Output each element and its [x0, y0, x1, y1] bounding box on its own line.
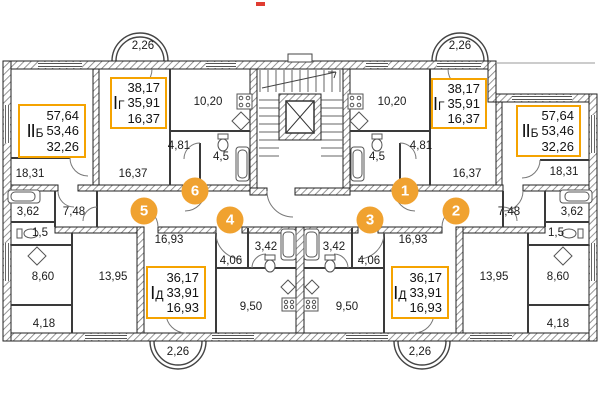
room-area-label: 16,37	[452, 168, 482, 180]
stove-icon	[304, 298, 318, 311]
apartment-type-code: II Б	[26, 121, 44, 141]
room-area-label: 2,26	[448, 40, 472, 52]
room-area-label: 18,31	[15, 168, 45, 180]
bathtub-icon	[281, 229, 296, 260]
apartment-areas	[46, 108, 79, 154]
area-value: 38,17	[127, 80, 160, 96]
area-value: 53,46	[46, 123, 79, 139]
area-value: 33,91	[166, 284, 199, 300]
room-area-label: 4,06	[357, 255, 381, 267]
area-value: 57,64	[46, 108, 79, 124]
room-area-label: 2,26	[131, 40, 155, 52]
apartment-marker-1[interactable]: 1	[392, 178, 419, 205]
room-area-label: 16,37	[118, 168, 148, 180]
apartment-marker-3[interactable]: 3	[357, 207, 384, 234]
apartment-marker-5[interactable]: 5	[131, 198, 158, 225]
sink-icon	[28, 247, 46, 265]
room-area-label: 4,81	[409, 140, 433, 152]
sink-icon	[554, 247, 572, 265]
sink-icon	[281, 280, 295, 294]
bathtub-icon	[560, 190, 592, 203]
room-area-label: 9,50	[335, 301, 359, 313]
area-value: 53,46	[541, 123, 574, 139]
toilet-icon	[372, 134, 382, 151]
toilet-icon	[265, 255, 275, 272]
room-area-label: 8,60	[31, 271, 55, 283]
apartment-area-box	[431, 78, 487, 129]
area-value: 32,26	[541, 138, 574, 154]
area-value: 16,93	[409, 300, 442, 316]
toilet-icon	[325, 255, 335, 272]
apartment-type-code: I Д	[150, 282, 164, 303]
room-area-label: 2,26	[166, 346, 190, 358]
apartment-type-code: II Б	[521, 121, 539, 141]
bathtub-icon	[8, 190, 40, 203]
apartment-marker-4[interactable]: 4	[217, 207, 244, 234]
area-value: 16,93	[166, 300, 199, 316]
toilet-icon	[218, 134, 228, 151]
apartment-area-box	[516, 105, 581, 157]
area-value: 16,37	[447, 111, 480, 127]
apartment-type-code: I Д	[393, 282, 407, 303]
room-area-label: 3,62	[560, 206, 584, 218]
room-area-label: 1,5	[548, 227, 564, 239]
area-value: 35,91	[447, 95, 480, 111]
room-area-label: 4,18	[546, 318, 570, 330]
area-value: 57,64	[541, 108, 574, 124]
bathtub-icon	[304, 229, 319, 260]
bathtub-icon	[351, 147, 364, 181]
toilet-icon	[562, 229, 583, 238]
area-value: 32,26	[46, 138, 79, 154]
apartment-areas	[409, 270, 442, 316]
apartment-marker-6[interactable]: 6	[182, 178, 209, 205]
room-area-label: 4,5	[213, 151, 229, 163]
room-area-label: 16,93	[398, 234, 428, 246]
apartment-area-box	[146, 266, 206, 319]
apartment-area-box	[18, 104, 86, 158]
apartment-areas	[447, 81, 480, 127]
sink-icon	[232, 112, 250, 130]
apartment-type-code: I Г	[432, 93, 445, 114]
room-area-label: 3,42	[254, 241, 278, 253]
area-value: 36,17	[166, 269, 199, 285]
room-area-label: 9,50	[239, 301, 263, 313]
room-area-label: 7,48	[497, 206, 521, 218]
area-value: 16,37	[127, 110, 160, 126]
elevator	[279, 94, 321, 140]
room-area-label: 10,20	[377, 96, 407, 108]
sink-icon	[350, 112, 368, 130]
apartment-areas	[127, 80, 160, 126]
room-area-label: 7,48	[62, 206, 86, 218]
room-area-label: 8,60	[546, 271, 570, 283]
area-value: 38,17	[447, 80, 480, 96]
room-area-label: 4,81	[167, 140, 191, 152]
room-area-label: 4,18	[32, 318, 56, 330]
apartment-area-box	[110, 77, 167, 129]
area-value: 35,91	[127, 95, 160, 111]
area-value: 33,91	[409, 284, 442, 300]
room-area-label: 3,42	[322, 241, 346, 253]
room-area-label: 18,31	[549, 166, 579, 178]
room-area-label: 1,5	[32, 227, 48, 239]
room-area-label: 16,93	[154, 234, 184, 246]
room-area-label: 10,20	[193, 96, 223, 108]
room-area-label: 13,95	[98, 271, 128, 283]
red-artifact-mark	[256, 2, 265, 6]
apartment-areas	[166, 270, 199, 316]
bathtub-icon	[236, 147, 249, 181]
area-value: 36,17	[409, 269, 442, 285]
stove-icon	[237, 94, 252, 109]
room-area-label: 4,5	[369, 151, 385, 163]
room-area-label: 2,26	[408, 346, 432, 358]
stove-icon	[282, 298, 296, 311]
apartment-area-box	[391, 266, 449, 319]
apartment-areas	[541, 108, 574, 154]
apartment-marker-2[interactable]: 2	[443, 198, 470, 225]
apartment-type-code: I Г	[112, 93, 125, 113]
sink-icon	[305, 280, 319, 294]
room-area-label: 13,95	[479, 271, 509, 283]
room-area-label: 3,62	[16, 206, 40, 218]
room-area-label: 4,06	[219, 255, 243, 267]
stove-icon	[348, 94, 363, 109]
